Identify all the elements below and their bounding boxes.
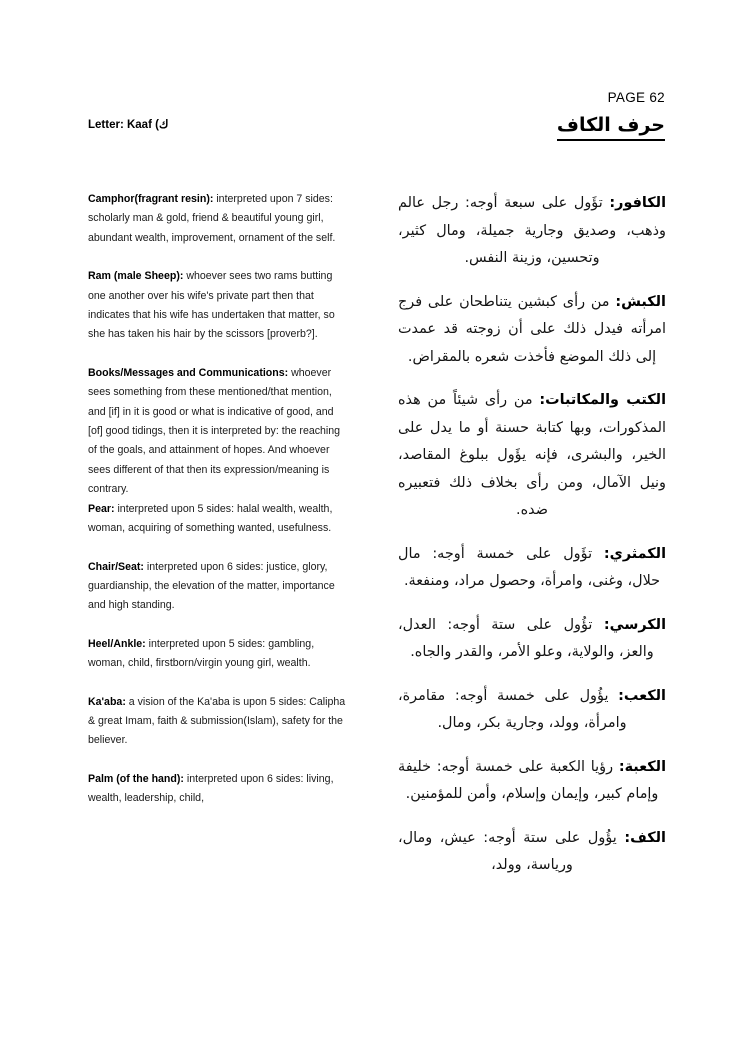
arabic-entry-term: الكتب والمكاتبات: bbox=[539, 392, 667, 408]
arabic-entry-body: يؤُول على ستة أوجه: عيش، ومال، ورياسة، وولد، bbox=[398, 829, 625, 873]
entry-term: Ka'aba: bbox=[88, 695, 126, 708]
arabic-entry-body: يؤُول على خمسة أوجه: مقامرة، وامرأة، وولد، وجارية بكر، ومال. bbox=[398, 687, 627, 731]
entry-term-secondary: Pear: bbox=[88, 502, 115, 515]
arabic-entry-alkaaba bbox=[398, 754, 666, 809]
entry-ram bbox=[88, 267, 350, 345]
entry-kaaba bbox=[88, 693, 350, 751]
arabic-entry-alkaff bbox=[398, 825, 666, 880]
arabic-entry-term: الكف: bbox=[624, 829, 666, 846]
letter-label: Letter: Kaaf (ك bbox=[88, 119, 169, 131]
arabic-entry-body: تؤَول على خمسة أوجه: مال حلال، وغنى، وامرأة، وحصول مراد، ومنفعة. bbox=[398, 545, 661, 589]
arabic-entry-body: تؤُول على ستة أوجه: العدل، والعز، والولاية، وعلو الأمر، والقدر والجاه. bbox=[398, 616, 654, 660]
arabic-entry-body: من رأى كبشين يتناطحان على فرج امرأته فيدل ذلك على أن زوجته قد عمدت إلى ذلك الموضع فأخذت شعره بالمقراض. bbox=[398, 293, 666, 365]
arabic-entry-term: الكمثري: bbox=[603, 545, 666, 562]
entry-body-secondary: interpreted upon 5 sides: halal wealth, wealth, woman, acquiring of something wanted, usefulness. bbox=[88, 502, 333, 535]
arabic-entry-body: تؤَول على سبعة أوجه: رجل عالم وذهب، وصديق وجارية جميلة، ومال كثير، وتحسين، وزينة النفس. bbox=[398, 195, 666, 266]
entry-term: Heel/Ankle: bbox=[88, 637, 146, 650]
arabic-section-title: حرف الكاف bbox=[557, 113, 665, 141]
entry-camphor bbox=[88, 190, 350, 248]
arabic-column bbox=[398, 190, 666, 880]
entry-body: whoever sees something from these mentioned/that mention, and [if] in it is good or what is indicative of good, and [of] good tidings, then it is interpreted by: the reaching of the goals, and attainment of hopes. And whoever sees different of that then its expression/meaning is contrary. bbox=[88, 366, 341, 496]
arabic-entry-body: رؤيا الكعبة على خمسة أوجه: خليفة وإمام كبير، وإيمان وإسلام، وأمن للمؤمنين. bbox=[398, 758, 659, 802]
entry-term: Camphor(fragrant resin): bbox=[88, 193, 214, 205]
arabic-entry-term: الكعب: bbox=[618, 687, 666, 704]
arabic-entry-alkutub bbox=[398, 387, 666, 525]
entry-body: a vision of the Ka'aba is upon 5 sides: Calipha & great Imam, faith & submission(Islam), safety for the believer. bbox=[88, 695, 346, 747]
english-column bbox=[88, 190, 350, 809]
arabic-entry-term: الكافور: bbox=[609, 195, 666, 211]
entry-chair-seat bbox=[88, 558, 350, 616]
arabic-entry-term: الكرسي: bbox=[603, 616, 666, 633]
arabic-entry-alkummathra bbox=[398, 541, 666, 596]
arabic-entry-body: من رأى شيئاً من هذه المذكورات، وبها كتابة حسنة أو ما يدل على الخير، والبشرى، فإنه يؤَول ببلوغ المقاصد، ونيل الآمال، ومن رأى بخلاف ذلك فتعبيره ضده. bbox=[398, 392, 666, 518]
entry-body: whoever sees two rams butting one another over his wife's private part then that indicates that his wife has undertaken that matter, so she has taken his hair by the scissors [proverb?]. bbox=[88, 270, 335, 341]
entry-term: Chair/Seat: bbox=[88, 560, 144, 573]
arabic-entry-alkab bbox=[398, 683, 666, 738]
page-number: PAGE 62 bbox=[607, 90, 665, 105]
arabic-entry-alkursi bbox=[398, 612, 666, 667]
entry-term: Palm (of the hand): bbox=[88, 772, 184, 785]
entry-body: interpreted upon 7 sides: scholarly man & gold, friend & beautiful young girl, abundant wealth, improvement, ornament of the self. bbox=[88, 193, 336, 244]
arabic-entry-term: الكبش: bbox=[615, 293, 666, 310]
arabic-entry-alkabsh bbox=[398, 289, 666, 372]
entry-body: interpreted upon 5 sides: gambling, woman, child, firstborn/virgin young girl, wealth. bbox=[88, 637, 315, 670]
entry-books-and-pear bbox=[88, 364, 350, 539]
entry-body: interpreted upon 6 sides: justice, glory, guardianship, the elevation of the matter, importance and high standing. bbox=[88, 560, 335, 612]
entry-heel-ankle bbox=[88, 635, 350, 674]
entry-term: Books/Messages and Communications: bbox=[88, 366, 289, 379]
page-header bbox=[88, 114, 665, 143]
entry-body: interpreted upon 6 sides: living, wealth, leadership, child, bbox=[88, 772, 334, 805]
entry-palm bbox=[88, 770, 350, 809]
entry-term: Ram (male Sheep): bbox=[88, 270, 184, 283]
arabic-entry-term: الكعبة: bbox=[618, 758, 666, 775]
arabic-entry-alkafur bbox=[398, 190, 666, 273]
